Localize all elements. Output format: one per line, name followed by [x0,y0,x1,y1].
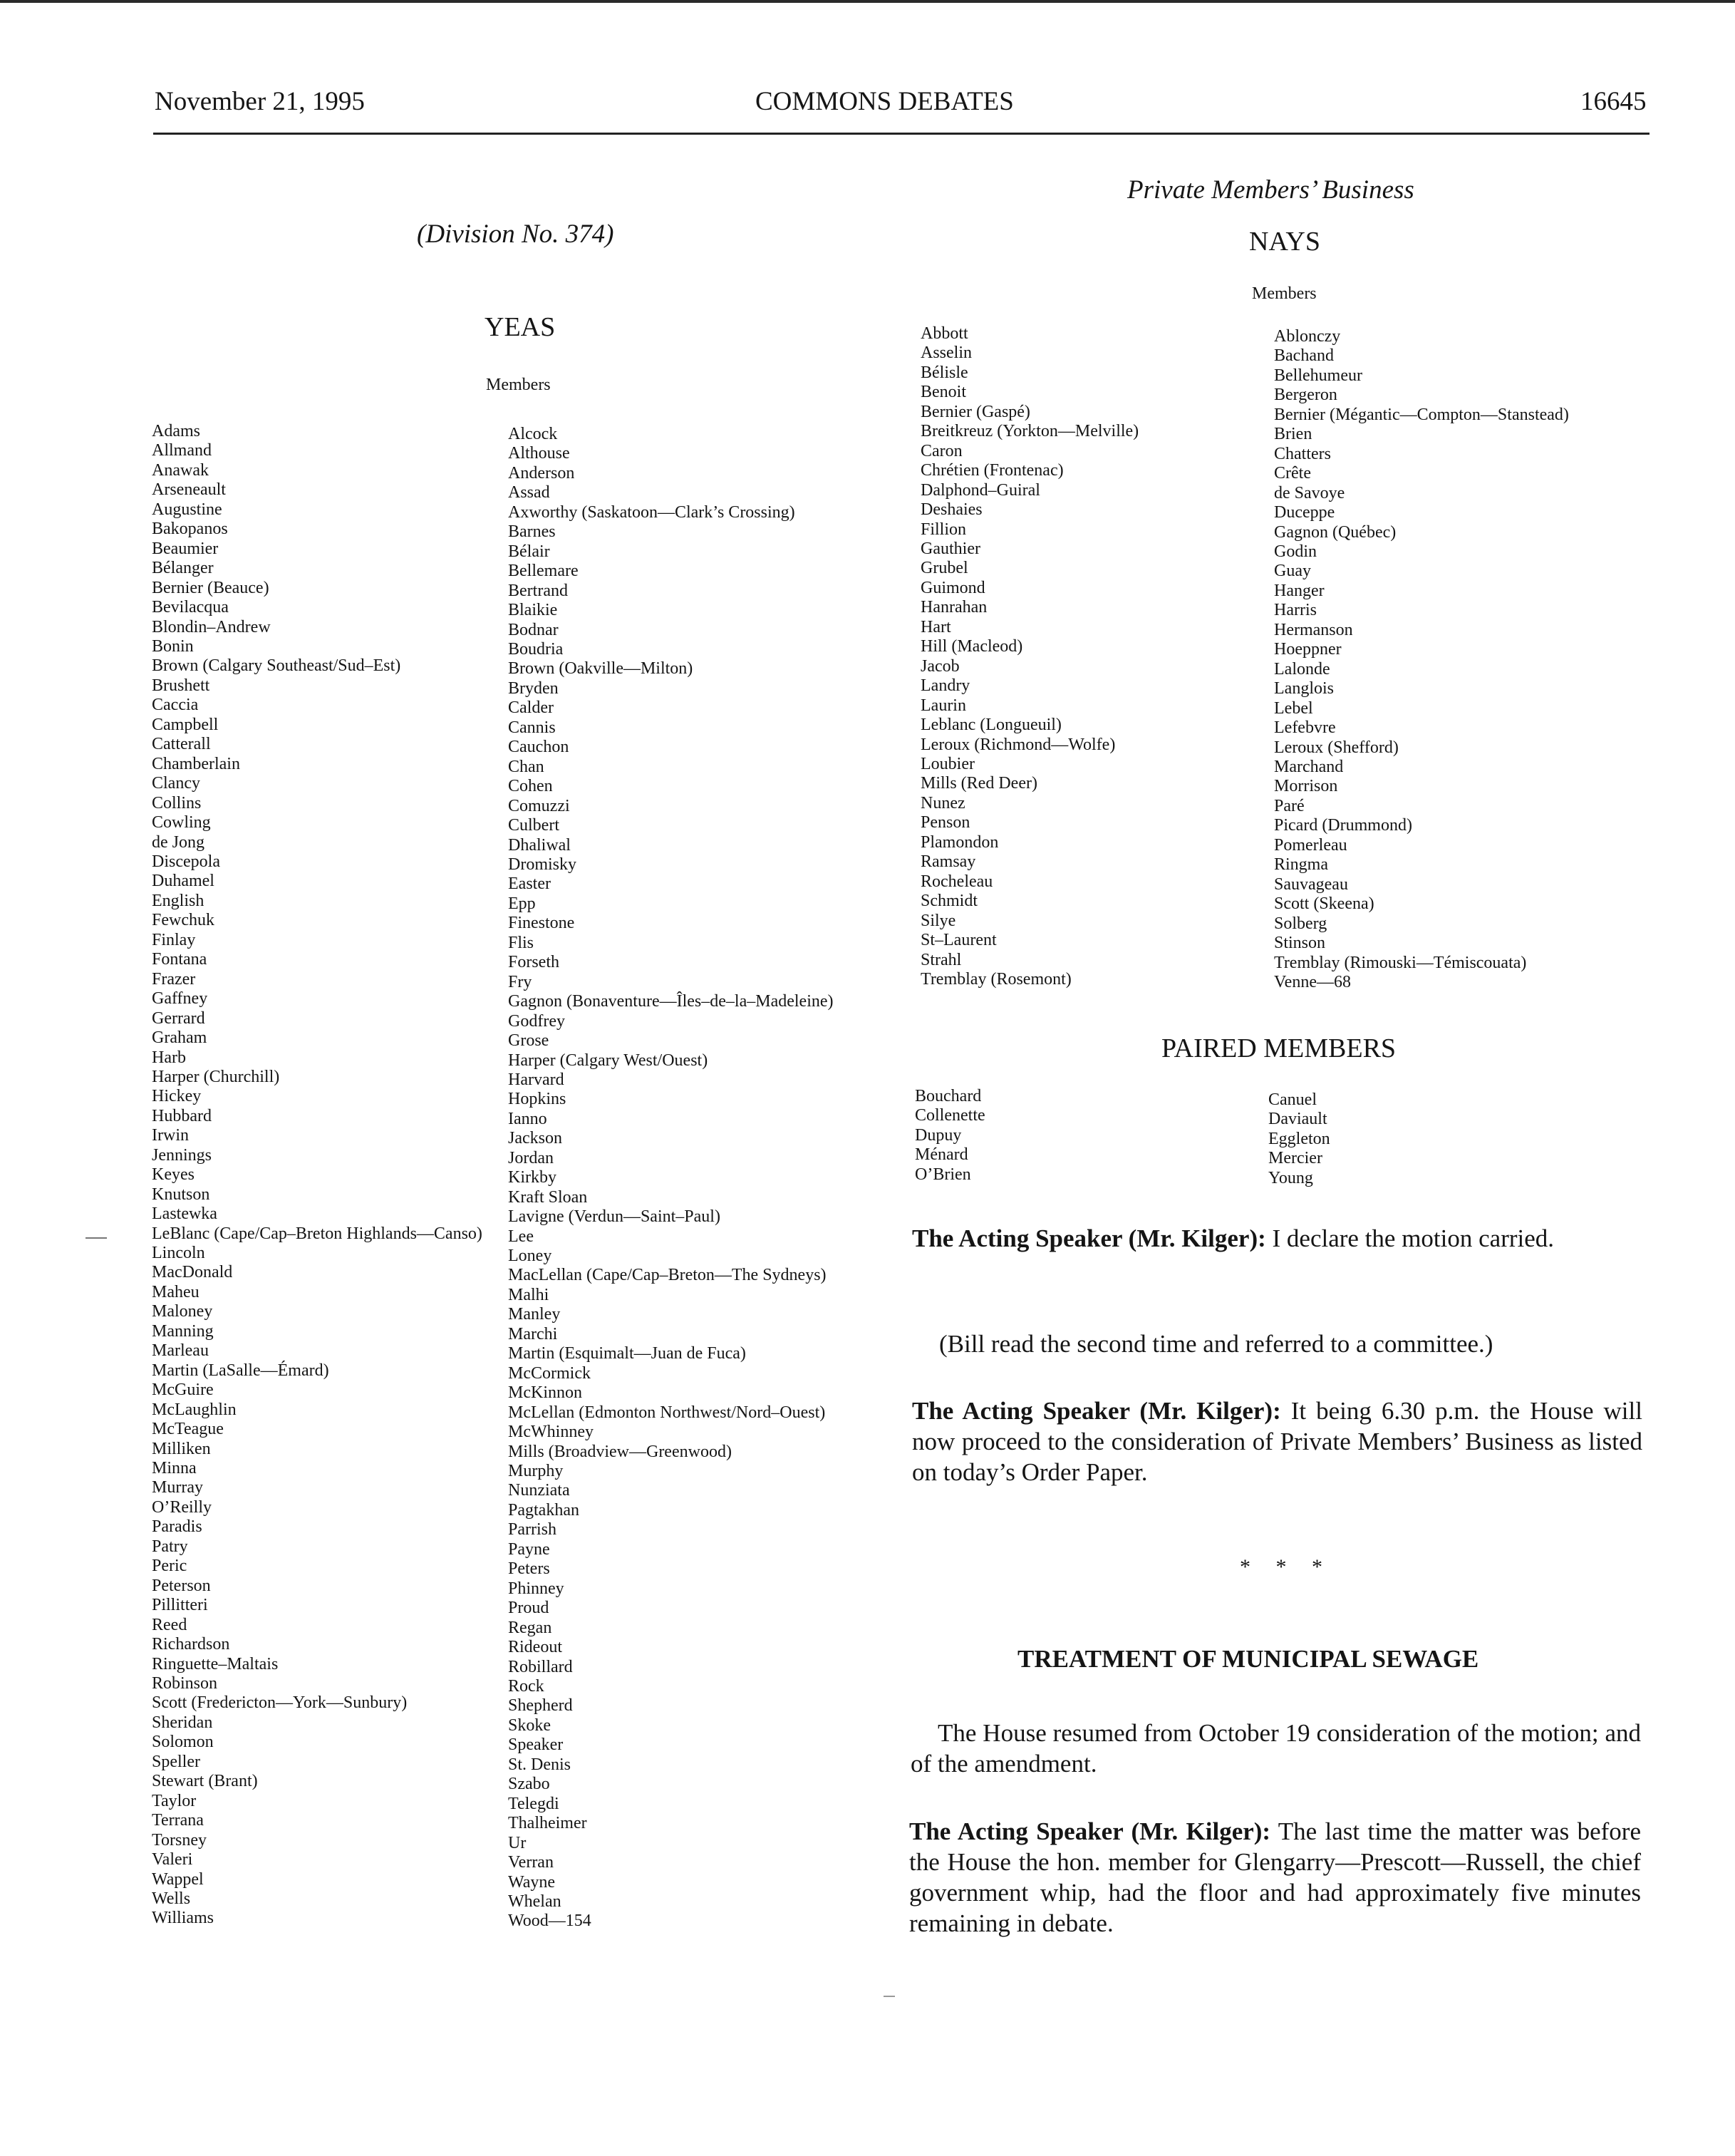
member-name: Finlay [152,930,196,949]
speaker-name: The Acting Speaker (Mr. Kilger): [912,1397,1281,1425]
member-name: Fontana [152,950,207,969]
member-name: Gaffney [152,989,208,1009]
member-name: Scott (Skeena) [1274,894,1374,914]
member-name: Bonin [152,636,194,656]
member-name: Lastewka [152,1205,217,1224]
member-name: Murphy [508,1462,564,1481]
member-name: Collins [152,793,202,813]
member-name: Laurin [921,696,966,715]
member-name: Dupuy [915,1125,962,1145]
member-name: Marchand [1274,757,1344,776]
member-name: Bevilacqua [152,598,229,617]
member-name: Keyes [152,1165,195,1185]
yeas-members-label: Members [486,376,551,394]
member-name: Solomon [152,1733,214,1752]
member-name: Skoke [508,1716,551,1735]
member-name: Robinson [152,1674,218,1693]
member-name: Lee [508,1227,534,1246]
member-name: Guay [1274,562,1311,581]
member-name: Proud [508,1599,549,1618]
member-name: Guimond [921,578,985,597]
member-name: Arseneault [152,480,226,500]
member-name: Stewart (Brant) [152,1772,258,1791]
member-name: Rideout [508,1638,562,1657]
member-name: Graham [152,1028,207,1048]
member-name: Sheridan [152,1713,213,1732]
member-name: St. Denis [508,1755,571,1774]
member-name: Young [1268,1168,1313,1187]
member-name: Collenette [915,1106,985,1125]
member-name: Mills (Red Deer) [921,774,1037,793]
member-name: Jacob [921,656,960,676]
member-name: Caron [921,441,963,460]
member-name: Irwin [152,1126,189,1145]
member-name: Brown (Calgary Southeast/Sud–Est) [152,656,401,676]
member-name: Peterson [152,1576,211,1595]
member-name: Mills (Broadview—Greenwood) [508,1442,732,1461]
member-name: Terrana [152,1811,204,1830]
member-name: Flis [508,933,534,952]
member-name: Malhi [508,1285,549,1304]
member-name: LeBlanc (Cape/Cap–Breton Highlands—Canso) [152,1224,482,1243]
member-name: Leblanc (Longueuil) [921,716,1062,735]
member-name: Brushett [152,676,210,695]
member-name: Szabo [508,1775,550,1794]
member-name: Hermanson [1274,620,1353,639]
member-name: MacDonald [152,1263,233,1282]
nays-heading: NAYS [1249,227,1320,257]
member-name: Harvard [508,1070,564,1089]
member-name: Tremblay (Rimouski—Témiscouata) [1274,953,1527,972]
member-name: Easter [508,875,551,894]
member-name: Lincoln [152,1244,205,1263]
member-name: Beaumier [152,539,219,558]
nays-members-label: Members [1252,284,1317,303]
member-name: McWhinney [508,1423,594,1442]
member-name: Bélisle [921,363,968,382]
member-name: Patry [152,1537,188,1556]
page-top-edge [0,0,1735,3]
member-name: Benoit [921,383,966,402]
member-name: Asselin [921,344,972,363]
member-name: Ianno [508,1109,547,1128]
member-name: Abbott [921,324,968,343]
member-name: Crête [1274,464,1311,483]
member-name: Cowling [152,813,211,832]
member-name: Anawak [152,460,209,480]
paragraph-motion-carried [912,1223,1642,1254]
member-name: Grose [508,1031,549,1051]
member-name: Pomerleau [1274,835,1347,855]
member-name: McLaughlin [152,1400,237,1419]
member-name: Hopkins [508,1090,566,1109]
member-name: Hanger [1274,581,1325,600]
member-name: Canuel [1268,1090,1317,1109]
member-name: Shepherd [508,1696,573,1716]
member-name: Gagnon (Québec) [1274,522,1397,542]
member-name: Boudria [508,639,564,659]
member-name: Hill (Macleod) [921,637,1023,656]
member-name: Ablonczy [1274,327,1341,346]
member-name: Calder [508,698,554,718]
member-name: Telegdi [508,1794,559,1813]
member-name: Hoeppner [1274,640,1342,659]
member-name: Martin (Esquimalt—Juan de Fuca) [508,1344,746,1363]
member-name: MacLellan (Cape/Cap–Breton—The Sydneys) [508,1266,827,1285]
member-name: Bakopanos [152,520,228,539]
member-name: Phinney [508,1579,564,1598]
member-name: Verran [508,1853,554,1872]
member-name: Cannis [508,718,556,737]
member-name: Paré [1274,796,1305,815]
member-name: Maheu [152,1282,200,1301]
member-name: Forseth [508,953,559,972]
paragraph-body: It being 6.30 p.m. the House will now proceed to the consideration of Private Members’ Business as listed on today’s Order Paper. [912,1397,1642,1486]
running-head: Private Members’ Business [1127,175,1414,205]
member-name: Schmidt [921,892,978,911]
member-name: Sauvageau [1274,875,1348,894]
member-name: O’Brien [915,1165,971,1184]
member-name: Bellemare [508,562,579,581]
paired-column-1 [915,1087,985,1185]
member-name: St–Laurent [921,931,997,950]
member-name: Assad [508,483,550,502]
member-name: Mercier [1268,1149,1322,1168]
member-name: Richardson [152,1635,230,1654]
member-name: Lalonde [1274,659,1330,679]
section-title: TREATMENT OF MUNICIPAL SEWAGE [1017,1645,1479,1673]
member-name: Williams [152,1909,214,1928]
nays-column-2 [1274,327,1569,992]
member-name: McCormick [508,1363,591,1383]
member-name: Alcock [508,425,558,443]
member-name: Nunez [921,793,965,813]
member-name: Harb [152,1048,186,1067]
header-date: November 21, 1995 [155,87,365,116]
member-name: Deshaies [921,500,983,520]
member-name: Wappel [152,1869,204,1889]
header-page-number: 16645 [1580,87,1647,116]
member-name: Knutson [152,1185,210,1204]
member-name: Manley [508,1305,561,1324]
member-name: Wood—154 [508,1912,591,1931]
member-name: Daviault [1268,1110,1327,1129]
member-name: McTeague [152,1420,224,1439]
member-name: Torsney [152,1830,207,1850]
member-name: Blondin–Andrew [152,617,271,636]
member-name: Marleau [152,1341,209,1361]
member-name: Breitkreuz (Yorkton—Melville) [921,422,1139,441]
member-name: Valeri [152,1850,193,1869]
member-name: Reed [152,1615,187,1634]
member-name: Campbell [152,715,219,734]
member-name: de Jong [152,832,204,852]
member-name: Scott (Fredericton—York—Sunbury) [152,1693,408,1713]
member-name: Chrétien (Frontenac) [921,461,1064,480]
paragraph-last-time [909,1816,1641,1939]
member-name: Landry [921,676,970,696]
member-name: English [152,891,204,910]
member-name: Comuzzi [508,796,570,815]
member-name: Taylor [152,1791,197,1810]
member-name: Leroux (Richmond—Wolfe) [921,735,1116,754]
member-name: McLellan (Edmonton Northwest/Nord–Ouest) [508,1403,826,1422]
member-name: Godfrey [508,1011,565,1031]
member-name: Harris [1274,601,1317,620]
member-name: Martin (LaSalle—Émard) [152,1361,329,1380]
member-name: Chatters [1274,444,1331,463]
member-name: Gauthier [921,539,980,558]
member-name: Bernier (Mégantic—Compton—Stanstead) [1274,405,1569,424]
member-name: Jennings [152,1145,212,1165]
section-separator: * * * [1240,1555,1332,1579]
member-name: Bouchard [915,1087,982,1105]
member-name: Althouse [508,444,570,463]
division-label: (Division No. 374) [417,220,614,249]
member-name: Cauchon [508,738,569,757]
member-name: O’Reilly [152,1497,212,1517]
member-name: Gagnon (Bonaventure—Îles–de–la–Madeleine) [508,992,834,1011]
member-name: Maloney [152,1302,213,1321]
member-name: Ur [508,1833,527,1852]
member-name: Ringuette–Maltais [152,1654,279,1673]
member-name: Loney [508,1247,552,1266]
member-name: Clancy [152,774,200,793]
member-name: Bryden [508,679,559,698]
member-name: Epp [508,894,536,913]
member-name: Stinson [1274,934,1326,953]
speaker-name: The Acting Speaker (Mr. Kilger): [912,1224,1266,1252]
paragraph-body: I declare the motion carried. [1265,1224,1555,1252]
member-name: Leroux (Shefford) [1274,738,1399,757]
member-name: Brien [1274,425,1312,444]
header-title: COMMONS DEBATES [755,87,1014,116]
member-name: Solberg [1274,914,1327,933]
member-name: Jordan [508,1148,554,1167]
member-name: Harper (Churchill) [152,1067,280,1086]
member-name: Manning [152,1321,214,1341]
member-name: Kirkby [508,1168,556,1187]
member-name: Bodnar [508,620,559,639]
member-name: Barnes [508,522,556,542]
margin-mark [86,1237,107,1239]
member-name: Hanrahan [921,598,988,617]
member-name: Adams [152,422,200,440]
member-name: Marchi [508,1324,558,1343]
member-name: Lebel [1274,698,1313,718]
member-name: Rock [508,1677,544,1696]
member-name: Wells [152,1889,191,1908]
member-name: Peters [508,1559,550,1579]
member-name: Picard (Drummond) [1274,816,1412,835]
member-name: Lefebvre [1274,718,1336,738]
member-name: Eggleton [1268,1129,1330,1148]
member-name: Strahl [921,950,962,969]
member-name: Bachand [1274,346,1334,366]
member-name: Godin [1274,542,1317,561]
yeas-column-2 [508,425,834,1931]
member-name: Tremblay (Rosemont) [921,969,1072,989]
member-name: Chan [508,757,544,776]
member-name: Duceppe [1274,503,1335,522]
paragraph-house-resumed: The House resumed from October 19 consideration of the motion; and of the amendment. [911,1719,1641,1778]
member-name: Catterall [152,735,211,754]
member-name: Pagtakhan [508,1500,579,1520]
member-name: McGuire [152,1381,214,1400]
member-name: Payne [508,1539,550,1559]
member-name: Dalphond–Guiral [921,480,1040,500]
member-name: Axworthy (Saskatoon—Clark’s Crossing) [508,502,795,522]
member-name: Bélanger [152,559,214,578]
member-name: Jackson [508,1129,562,1148]
member-name: Culbert [508,816,559,835]
member-name: Plamondon [921,832,999,852]
member-name: Grubel [921,559,968,578]
member-name: Minna [152,1459,197,1478]
speaker-name: The Acting Speaker (Mr. Kilger): [909,1817,1271,1845]
member-name: Robillard [508,1657,573,1676]
member-name: Murray [152,1478,203,1497]
member-name: Ringma [1274,855,1328,875]
paragraph-private-members-business [912,1396,1642,1487]
member-name: Pillitteri [152,1596,208,1615]
member-name: Thalheimer [508,1814,587,1833]
paragraph-bill-read: (Bill read the second time and referred to a committee.) [939,1330,1493,1358]
member-name: Speller [152,1752,200,1771]
member-name: Kraft Sloan [508,1187,588,1207]
member-name: Dhaliwal [508,835,571,855]
member-name: Silye [921,911,956,930]
member-name: Hubbard [152,1106,212,1125]
member-name: Parrish [508,1520,556,1539]
member-name: Chamberlain [152,754,240,773]
member-name: Bellehumeur [1274,366,1362,385]
member-name: Frazer [152,969,196,989]
member-name: Allmand [152,441,212,460]
member-name: Duhamel [152,872,214,891]
member-name: Fillion [921,520,967,539]
paragraph-body: The last time the matter was before the House the hon. member for Glengarry—Prescott—Russell, the chief government whip, had the floor and had approximately five minutes remaining in debate. [909,1817,1641,1937]
member-name: Fewchuk [152,911,214,930]
member-name: Augustine [152,500,222,519]
member-name: Harper (Calgary West/Ouest) [508,1051,708,1070]
paired-members-heading: PAIRED MEMBERS [1161,1033,1397,1063]
member-name: Wayne [508,1872,556,1892]
member-name: Peric [152,1557,187,1576]
member-name: Hickey [152,1087,202,1106]
member-name: de Savoye [1274,483,1345,502]
member-name: Penson [921,813,970,832]
member-name: Ménard [915,1145,968,1165]
member-name: Speaker [508,1735,564,1755]
member-name: McKinnon [508,1383,582,1403]
member-name: Ramsay [921,852,976,872]
member-name: Milliken [152,1439,211,1458]
member-name: Paradis [152,1517,202,1537]
member-name: Anderson [508,463,575,483]
member-name: Bernier (Gaspé) [921,402,1030,421]
member-name: Discepola [152,852,220,871]
member-name: Bélair [508,542,550,561]
member-name: Fry [508,972,532,991]
member-name: Blaikie [508,601,558,620]
member-name: Whelan [508,1892,561,1911]
member-name: Regan [508,1618,552,1637]
member-name: Bertrand [508,581,568,600]
member-name: Caccia [152,696,199,715]
member-name: Hart [921,617,951,636]
member-name: Venne—68 [1274,972,1351,991]
member-name: Gerrard [152,1009,205,1028]
member-name: Brown (Oakville—Milton) [508,659,693,679]
member-name: Morrison [1274,777,1338,796]
yeas-column-1 [152,422,482,1929]
member-name: Loubier [921,754,975,773]
member-name: Bergeron [1274,386,1337,405]
member-name: Langlois [1274,679,1334,698]
nays-column-1 [921,324,1139,989]
member-name: Lavigne (Verdun—Saint–Paul) [508,1207,720,1227]
member-name: Nunziata [508,1481,570,1500]
footer-mark [884,1996,895,1997]
header-rule [153,133,1649,135]
member-name: Finestone [508,914,575,933]
member-name: Cohen [508,777,553,796]
member-name: Bernier (Beauce) [152,578,269,597]
paired-column-2 [1268,1090,1330,1188]
yeas-heading: YEAS [485,312,556,342]
member-name: Dromisky [508,855,576,874]
member-name: Rocheleau [921,872,993,891]
